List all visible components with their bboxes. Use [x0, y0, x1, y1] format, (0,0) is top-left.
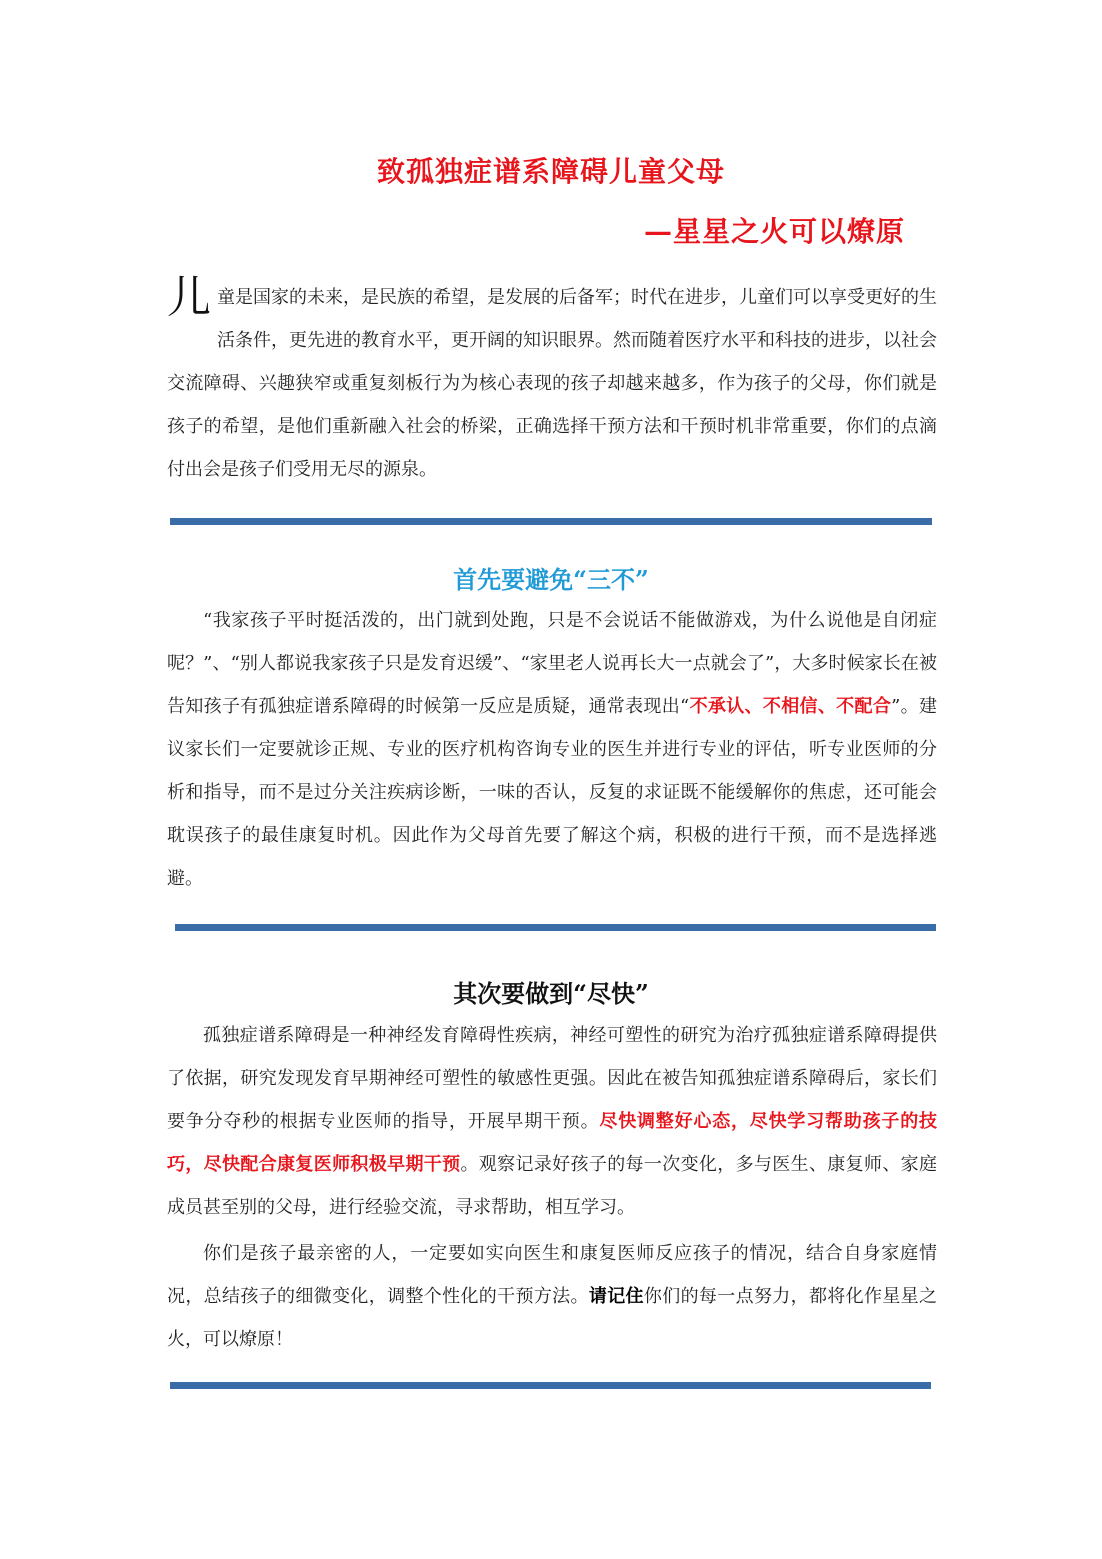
intro-paragraph: [167, 272, 937, 491]
section2-p2-before: 你们是孩子最亲密的人，一定要如实向医生和康复医师反应孩子的情况，结合自身家庭情况，总结孩子的细微变化，调整个性化的干预方法。: [167, 1243, 937, 1307]
section-divider-1: [170, 518, 932, 525]
section1-text-after: ”。建议家长们一定要就诊正规、专业的医疗机构咨询专业的医生并进行专业的评估，听专业医师的分析和指导，而不是过分关注疾病诊断，一味的否认，反复的求证既不能缓解你的焦虑，还可能会耽误孩子的最佳康复时机。因此作为父母首先要了解这个病，积极的进行干预，而不是选择逃避。: [167, 696, 938, 889]
section2-p1-highlight: 尽快调整好心态，尽快学习帮助孩子的技巧，尽快配合康复医师积极早期干预: [167, 1111, 938, 1175]
section2-p1-after: 。观察记录好孩子的每一次变化，多与医生、康复师、家庭成员甚至别的父母，进行经验交流，寻求帮助，相互学习。: [167, 1154, 938, 1218]
section1-highlight: 不承认、不相信、不配合: [689, 696, 892, 717]
document-title: 致孤独症谱系障碍儿童父母: [376, 155, 725, 188]
section2-p2-after: 你们的每一点努力，都将化作星星之火，可以燎原！: [167, 1286, 938, 1350]
section1-text-before: “我家孩子平时挺活泼的，出门就到处跑，只是不会说话不能做游戏，为什么说他是自闭症呢？”、“别人都说我家孩子只是发育迟缓”、“家里老人说再长大一点就会了”，大多时候家长在被告知孩子有孤独症谱系障碍的时候第一反应是质疑，通常表现出“: [167, 610, 937, 717]
document-subtitle: —星星之火可以燎原: [643, 215, 905, 248]
section2-p1-before: 孤独症谱系障碍是一种神经发育障碍性疾病，神经可塑性的研究为治疗孤独症谱系障碍提供了依据，研究发现发育早期神经可塑性的敏感性更强。因此在被告知孤独症谱系障碍后，家长们要争分夺秒的根据专业医师的指导，开展早期干预。: [167, 1025, 937, 1132]
section1-paragraph: [167, 599, 937, 900]
section-divider-3: [170, 1382, 931, 1389]
section-divider-2: [175, 924, 936, 931]
section2-p2-highlight: 请记住: [588, 1286, 644, 1307]
section2-heading: 其次要做到“尽快”: [453, 979, 649, 1008]
section2-paragraph-1: [167, 1014, 937, 1229]
section2-paragraph-2: [167, 1232, 937, 1361]
dropcap-letter: 儿: [167, 272, 211, 323]
intro-text: 童是国家的未来，是民族的希望，是发展的后备军；时代在进步，儿童们可以享受更好的生活条件，更先进的教育水平，更开阔的知识眼界。然而随着医疗水平和科技的进步，以社会交流障碍、兴趣狭窄或重复刻板行为为核心表现的孩子却越来越多，作为孩子的父母，你们就是孩子的希望，是他们重新融入社会的桥梁，正确选择干预方法和干预时机非常重要，你们的点滴付出会是孩子们受用无尽的源泉。: [167, 287, 937, 480]
section1-heading: 首先要避免“三不”: [453, 565, 649, 594]
